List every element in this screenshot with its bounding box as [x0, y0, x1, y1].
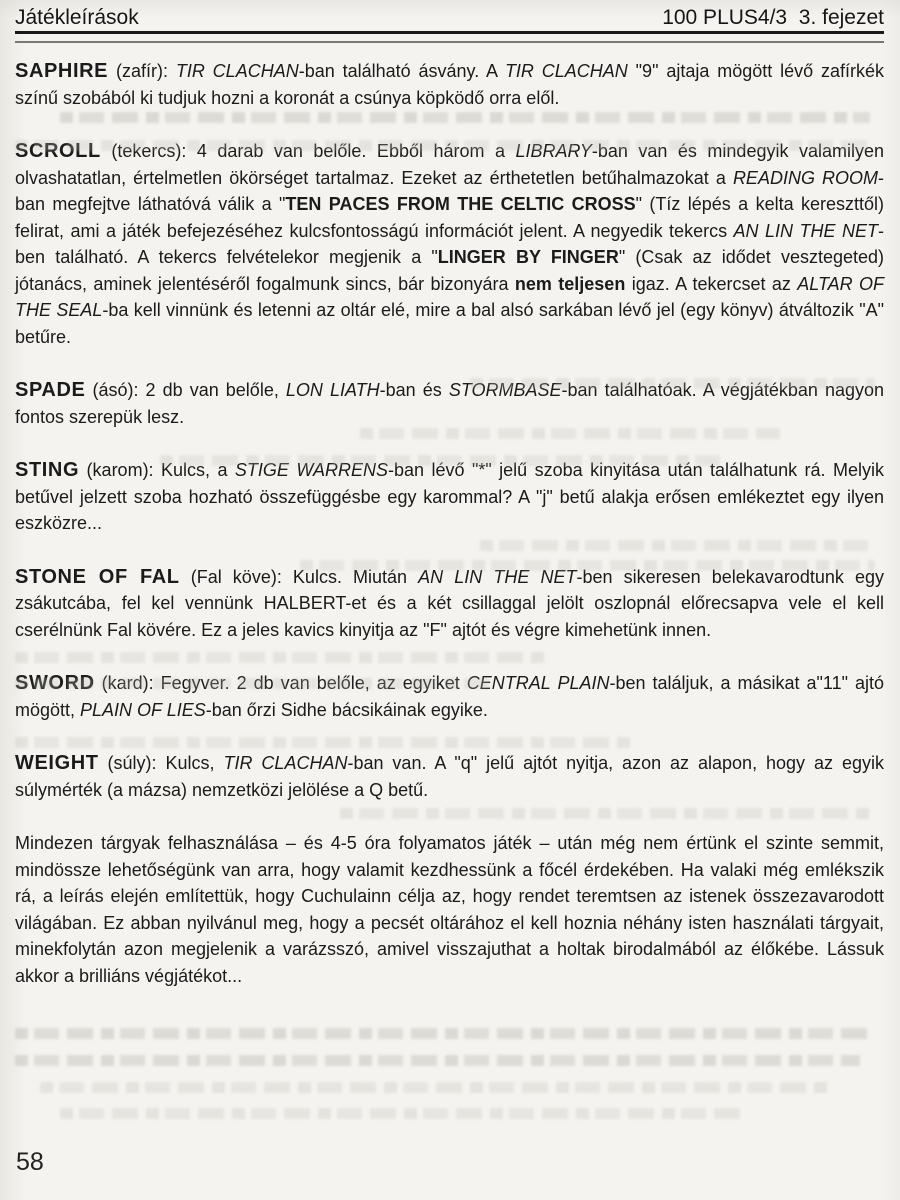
- page-number: 58: [16, 1148, 44, 1176]
- section-saphire: SAPHIRE (zafír): TIR CLACHAN-ban található ásvány. A TIR CLACHAN "9" ajtaja mögött lévő zafírkék színű szobából ki tudjuk hozni a koronát a csúnya köpködő orra elől.: [15, 60, 884, 108]
- header-right-title: 100 PLUS4/3 3. fejezet: [662, 6, 884, 29]
- bleed-through-artifact: [300, 560, 875, 571]
- bleed-through-artifact: [60, 1108, 740, 1119]
- bleed-through-artifact: [360, 428, 780, 439]
- bleed-through-artifact: [480, 540, 875, 551]
- bleed-through-artifact: [15, 1028, 875, 1039]
- bleed-through-artifact: [15, 737, 635, 748]
- bleed-through-artifact: [15, 1055, 860, 1066]
- article-body: [15, 58, 884, 1016]
- section-scroll: SCROLL (tekercs): 4 darab van belőle. Ebből három a LIBRARY-ban van és mindegyik valamilyen olvashatatlan, értelmetlen ökörséget tartalmaz. Ezeket az érthetetlen betűhalmazokat a READING ROOM-ban megfejtve láthatóvá válik a "TEN PACES FROM THE CELTIC CROSS" (Tíz lépés a kelta kereszttől) felirat, ami a játék befejezéséhez kulcsfontosságú információt jelent. A negyedik tekercs AN LIN THE NET-ben található. A tekercs felvételekor megjenik a "LINGER BY FINGER" (Csak az idődet vesztegeted) jótanács, aminek jelentéséről fogalmunk sincs, bár bizonyára nem teljesen igaz. A tekercset az ALTAR OF THE SEAL-ba kell vinnünk és letenni az oltár elé, mire a bal alsó sarkában lévő jel (egy könyv) átváltozik "A" betűre.: [15, 140, 885, 347]
- section-sting: STING (karom): Kulcs, a STIGE WARRENS-ban lévő "*" jelű szoba kinyitása után találhatunk rá. Melyik betűvel jelzett szoba hozható összefüggésbe egy karommal? A "j" betű alakja erősen emlékeztet egy ilyen eszközre...: [15, 459, 884, 533]
- bleed-through-artifact: [60, 112, 870, 123]
- section-sword: SWORD (kard): Fegyver. 2 db van belőle, az egyiket CENTRAL PLAIN-ben találjuk, a másikat a"11" ajtó mögött, PLAIN OF LIES-ban őrzi Sidhe bácsikáinak egyike.: [15, 672, 884, 720]
- bleed-through-artifact: [15, 678, 495, 689]
- section-spade: SPADE (ásó): 2 db van belőle, LON LIATH-ban és STORMBASE-ban találhatóak. A végjátékban nagyon fontos szerepük lesz.: [15, 379, 884, 427]
- bleed-through-artifact: [15, 652, 545, 663]
- section-stone-of-fal: STONE OF FAL (Fal köve): Kulcs. Miután AN LIN THE NET-ben sikeresen belekavarodtunk egy zsákutcába, fel kel vennünk HALBERT-et és a két csillaggal jelölt oszlopnál előrecsapva vele el kell cserélnünk Fal kövére. Ez a jeles kavics kinyitja az "F" ajtót és végre kimehetünk innen.: [15, 565, 884, 640]
- bleed-through-artifact: [40, 1082, 830, 1093]
- bleed-through-artifact: [160, 455, 720, 466]
- page-header: [15, 6, 884, 30]
- header-left-title: Játékleírások: [15, 6, 139, 29]
- header-double-rule: [15, 31, 884, 43]
- bleed-through-artifact: [340, 808, 875, 819]
- section-weight: WEIGHT (súly): Kulcs, TIR CLACHAN-ban van. A "q" jelű ajtót nyitja, azon az alapon, hogy az egyik súlymérték (a mázsa) nemzetközi jelölése a Q betű.: [15, 752, 884, 800]
- closing-paragraph: Mindezen tárgyak felhasználása – és 4-5 óra folyamatos játék – után még nem értünk el szinte semmit, mindössze lehetőségünk van arra, hogy valamit kezdhessünk a főcél érdekében. Ha valaki még emlékszik rá, a leírás elején említettük, hogy Cuchulainn célja az, hogy rendet teremtsen az istenek összezavarodott világában. Ez abban nyilvánul meg, hogy a pecsét oltárához el kell hoznia néhány isten használati tárgyait, minekfolytán azon megjelenik a varázsszó, amivel visszajuthat a holtak birodalmából az élőkébe. Lássuk akkor a brilliáns végjátékot...: [15, 833, 884, 986]
- bleed-through-artifact: [15, 140, 875, 151]
- bleed-through-artifact: [470, 378, 875, 389]
